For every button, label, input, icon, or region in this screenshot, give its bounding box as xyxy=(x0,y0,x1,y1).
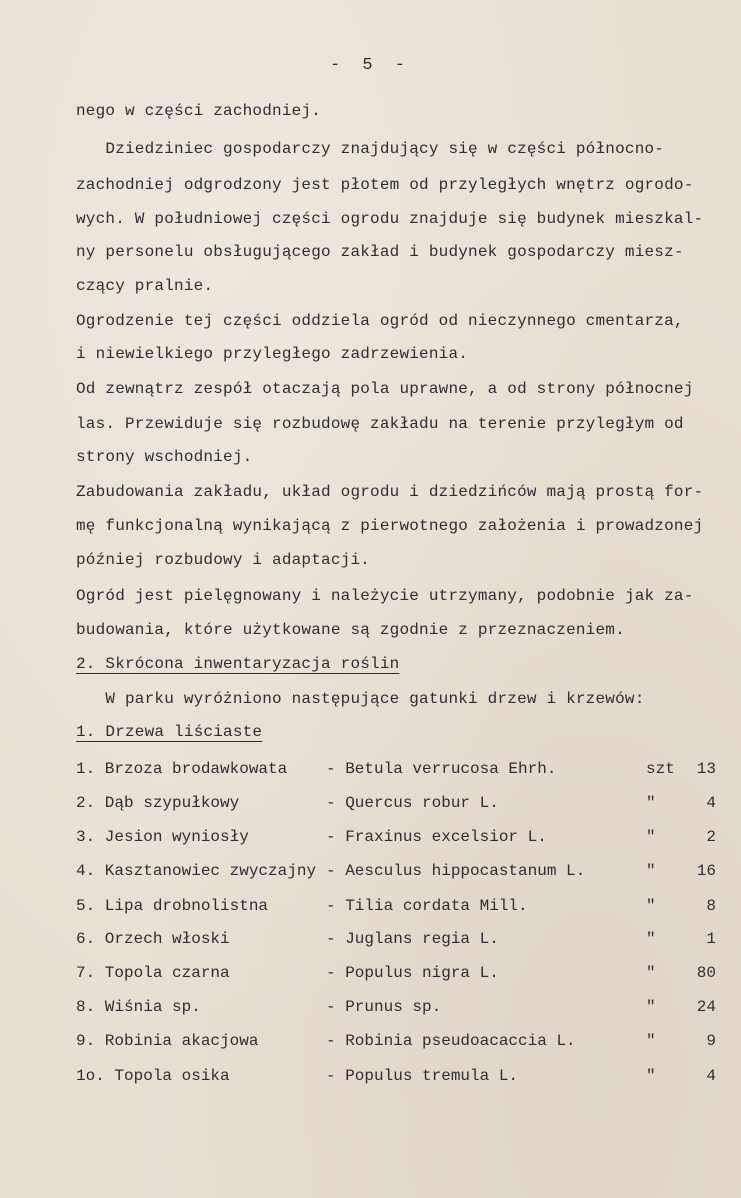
tree-name: 7. Topola czarna xyxy=(76,964,230,982)
tree-unit: " xyxy=(646,794,656,812)
tree-row xyxy=(76,1067,716,1091)
tree-latin-name: - Robinia pseudoacaccia L. xyxy=(326,1032,576,1050)
tree-name: 9. Robinia akacjowa xyxy=(76,1032,259,1050)
section-heading: 2. Skrócona inwentaryzacja roślin xyxy=(76,655,400,673)
tree-unit: " xyxy=(646,930,656,948)
paragraph-line: ny personelu obsługującego zakład i budynek gospodarczy miesz- xyxy=(76,243,684,261)
paragraph-line: później rozbudowy i adaptacji. xyxy=(76,551,371,569)
subsection-heading: 1. Drzewa liściaste xyxy=(76,723,263,741)
paragraph-line: Ogrodzenie tej części oddziela ogród od nieczynnego cmentarza, xyxy=(76,312,684,330)
tree-row xyxy=(76,760,716,784)
paragraph-line: las. Przewiduje się rozbudowę zakładu na terenie przyległym od xyxy=(76,415,684,433)
tree-name: 6. Orzech włoski xyxy=(76,930,230,948)
tree-quantity: 24 xyxy=(696,998,716,1016)
tree-latin-name: - Aesculus hippocastanum L. xyxy=(326,862,586,880)
tree-name: 3. Jesion wyniosły xyxy=(76,828,249,846)
tree-latin-name: - Prunus sp. xyxy=(326,998,442,1016)
intro-line: W parku wyróżniono następujące gatunki drzew i krzewów: xyxy=(76,690,645,708)
tree-unit: " xyxy=(646,1067,656,1085)
tree-quantity: 2 xyxy=(706,828,716,846)
tree-unit: " xyxy=(646,862,656,880)
tree-unit: " xyxy=(646,828,656,846)
tree-row xyxy=(76,1032,716,1056)
tree-latin-name: - Populus nigra L. xyxy=(326,964,499,982)
tree-quantity: 80 xyxy=(696,964,716,982)
paragraph-line: strony wschodniej. xyxy=(76,448,253,466)
tree-unit: szt xyxy=(646,760,675,778)
paragraph-line: Dziedziniec gospodarczy znajdujący się w części północno- xyxy=(76,140,665,158)
page-number: - 5 - xyxy=(329,56,411,75)
tree-latin-name: - Fraxinus excelsior L. xyxy=(326,828,547,846)
tree-name: 4. Kasztanowiec zwyczajny xyxy=(76,862,317,880)
tree-latin-name: - Betula verrucosa Ehrh. xyxy=(326,760,557,778)
tree-quantity: 4 xyxy=(706,1067,716,1085)
tree-latin-name: - Tilia cordata Mill. xyxy=(326,897,528,915)
tree-name: 1. Brzoza brodawkowata xyxy=(76,760,288,778)
tree-row xyxy=(76,930,716,954)
paragraph-line: budowania, które użytkowane są zgodnie z przeznaczeniem. xyxy=(76,621,625,639)
tree-quantity: 4 xyxy=(706,794,716,812)
paragraph-line: czący pralnie. xyxy=(76,277,214,295)
tree-unit: " xyxy=(646,1032,656,1050)
paragraph-line: i niewielkiego przyległego zadrzewienia. xyxy=(76,345,469,363)
paragraph-line: mę funkcjonalną wynikającą z pierwotnego założenia i prowadzonej xyxy=(76,517,704,535)
tree-row xyxy=(76,862,716,886)
tree-quantity: 9 xyxy=(706,1032,716,1050)
tree-quantity: 16 xyxy=(696,862,716,880)
tree-name: 8. Wiśnia sp. xyxy=(76,998,201,1016)
tree-name: 2. Dąb szypułkowy xyxy=(76,794,240,812)
tree-name: 1o. Topola osika xyxy=(76,1067,230,1085)
paragraph-line: Zabudowania zakładu, układ ogrodu i dziedzińców mają prostą for- xyxy=(76,483,704,501)
tree-unit: " xyxy=(646,998,656,1016)
tree-row xyxy=(76,828,716,852)
tree-row xyxy=(76,964,716,988)
tree-latin-name: - Populus tremula L. xyxy=(326,1067,519,1085)
paragraph-line: Ogród jest pielęgnowany i należycie utrzymany, podobnie jak za- xyxy=(76,587,694,605)
tree-quantity: 13 xyxy=(696,760,716,778)
paragraph-line: Od zewnątrz zespół otaczają pola uprawne, a od strony północnej xyxy=(76,380,694,398)
tree-unit: " xyxy=(646,897,656,915)
paragraph-line: zachodniej odgrodzony jest płotem od przyległych wnętrz ogrodo- xyxy=(76,176,694,194)
tree-quantity: 8 xyxy=(706,897,716,915)
tree-row xyxy=(76,897,716,921)
tree-quantity: 1 xyxy=(706,930,716,948)
paragraph-line: wych. W południowej części ogrodu znajduje się budynek mieszkal- xyxy=(76,210,704,228)
tree-row xyxy=(76,998,716,1022)
tree-unit: " xyxy=(646,964,656,982)
tree-latin-name: - Juglans regia L. xyxy=(326,930,499,948)
tree-name: 5. Lipa drobnolistna xyxy=(76,897,269,915)
tree-latin-name: - Quercus robur L. xyxy=(326,794,499,812)
tree-row xyxy=(76,794,716,818)
paragraph-line: nego w części zachodniej. xyxy=(76,102,322,120)
